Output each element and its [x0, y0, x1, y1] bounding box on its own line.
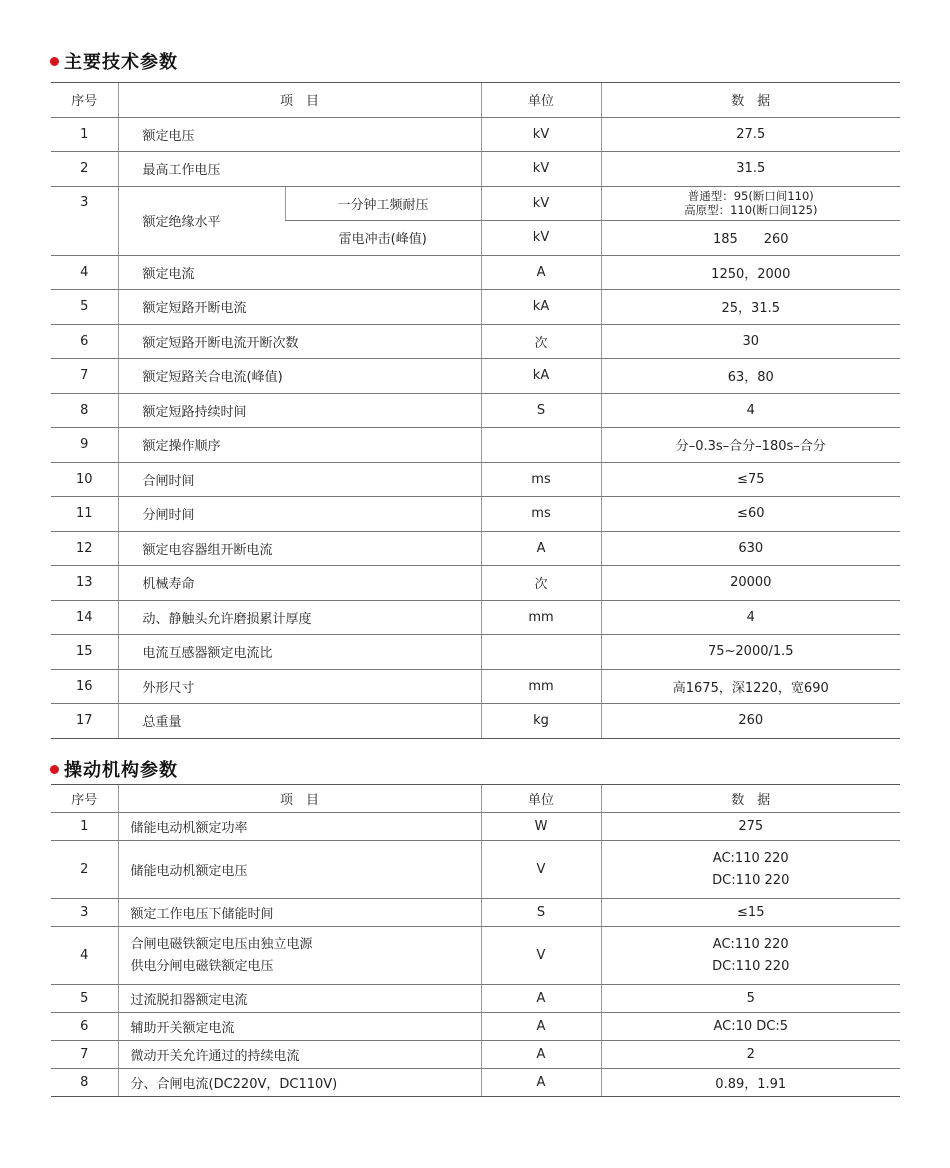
row-unit: A: [481, 1041, 601, 1069]
row-unit: [481, 428, 601, 463]
row-value: 260: [601, 704, 900, 739]
row-no: 6: [51, 324, 118, 359]
row-value: [601, 186, 900, 221]
row-no: 7: [51, 359, 118, 394]
row-unit: [481, 635, 601, 670]
row-value: 4: [601, 393, 900, 428]
row-unit: A: [481, 1069, 601, 1097]
section-title-text: 主要技术参数: [64, 52, 178, 73]
row-value: 630: [601, 531, 900, 566]
row-item: 电流互感器额定电流比: [118, 635, 481, 670]
row-no: 5: [51, 290, 118, 325]
row-unit: kV: [481, 221, 601, 256]
table-row: [51, 1041, 900, 1069]
table-row: [51, 985, 900, 1013]
table-row: [51, 813, 900, 841]
row-no: 7: [51, 1041, 118, 1069]
header-data: 数 据: [601, 785, 900, 813]
row-no: 5: [51, 985, 118, 1013]
table-row: [51, 497, 900, 532]
row-item: 额定短路开断电流开断次数: [118, 324, 481, 359]
row-value: 75~2000/1.5: [601, 635, 900, 670]
row-value: AC:10 DC:5: [601, 1013, 900, 1041]
row-value: [601, 841, 900, 899]
row-no: 4: [51, 927, 118, 985]
row-item: 额定短路持续时间: [118, 393, 481, 428]
row-unit: kV: [481, 117, 601, 152]
row-unit: V: [481, 841, 601, 899]
row-value: 185 260: [601, 221, 900, 256]
row-subitem: 雷电冲击(峰值): [285, 221, 481, 256]
table-row: [51, 359, 900, 394]
row-unit: kA: [481, 290, 601, 325]
row-no: 8: [51, 393, 118, 428]
table-row: [51, 152, 900, 187]
row-no: 10: [51, 462, 118, 497]
table-row: [51, 428, 900, 463]
row-value: 2: [601, 1041, 900, 1069]
row-unit: kV: [481, 186, 601, 221]
row-item: 动、静触头允许磨损累计厚度: [118, 600, 481, 635]
main-params-table: [51, 82, 900, 739]
row-unit: ms: [481, 462, 601, 497]
row-item: 额定电压: [118, 117, 481, 152]
row-value: 0.89，1.91: [601, 1069, 900, 1097]
row-no: 12: [51, 531, 118, 566]
table-row: [51, 899, 900, 927]
row-item: 分、合闸电流(DC220V，DC110V): [118, 1069, 481, 1097]
row-item: 额定电容器组开断电流: [118, 531, 481, 566]
header-data: 数 据: [601, 83, 900, 118]
section-title-text: 操动机构参数: [64, 760, 178, 781]
table-row: [51, 1069, 900, 1097]
table-row: [51, 393, 900, 428]
section-title-mechanism-params: [50, 756, 178, 782]
table-row: [51, 462, 900, 497]
row-item: 额定电流: [118, 255, 481, 290]
row-unit: V: [481, 927, 601, 985]
row-item: 额定操作顺序: [118, 428, 481, 463]
row-subitem: 一分钟工频耐压: [285, 186, 481, 221]
value-line: 高原型：110(断口间125): [684, 203, 818, 218]
row-unit: W: [481, 813, 601, 841]
row-unit: S: [481, 393, 601, 428]
row-value: 20000: [601, 566, 900, 601]
header-unit: 单位: [481, 785, 601, 813]
row-no: 2: [51, 152, 118, 187]
row-value: ≤15: [601, 899, 900, 927]
row-item: 额定绝缘水平: [118, 186, 285, 255]
table-row: [51, 669, 900, 704]
header-item: 项 目: [118, 785, 481, 813]
row-item: 总重量: [118, 704, 481, 739]
row-item: 额定短路关合电流(峰值): [118, 359, 481, 394]
row-unit: A: [481, 1013, 601, 1041]
row-unit: A: [481, 255, 601, 290]
table-row: [51, 324, 900, 359]
row-unit: S: [481, 899, 601, 927]
table-row: [51, 531, 900, 566]
row-no: 17: [51, 704, 118, 739]
row-value: ≤60: [601, 497, 900, 532]
row-value: 63，80: [601, 359, 900, 394]
value-line: DC:110 220: [712, 958, 790, 974]
row-value: 25，31.5: [601, 290, 900, 325]
row-no: 13: [51, 566, 118, 601]
item-line: 合闸电磁铁额定电压由独立电源: [130, 936, 313, 952]
row-item: 过流脱扣器额定电流: [118, 985, 481, 1013]
value-line: AC:110 220: [712, 936, 789, 952]
row-value: 高1675，深1220，宽690: [601, 669, 900, 704]
bullet-icon: [50, 57, 59, 66]
row-value: 275: [601, 813, 900, 841]
row-no: 15: [51, 635, 118, 670]
row-value: [601, 927, 900, 985]
row-no: 3: [51, 899, 118, 927]
header-no: 序号: [51, 785, 118, 813]
row-no: 2: [51, 841, 118, 899]
row-no: 1: [51, 117, 118, 152]
row-item: 分闸时间: [118, 497, 481, 532]
table-row: [51, 566, 900, 601]
table-row: [51, 290, 900, 325]
row-no: 8: [51, 1069, 118, 1097]
item-line: 供电分闸电磁铁额定电压: [130, 958, 274, 974]
value-line: 普通型：95(断口间110): [687, 189, 814, 204]
table-row: [51, 1013, 900, 1041]
header-item: 项 目: [118, 83, 481, 118]
row-item: 储能电动机额定电压: [118, 841, 481, 899]
row-value: 31.5: [601, 152, 900, 187]
row-no: 3: [51, 186, 118, 255]
row-value: 5: [601, 985, 900, 1013]
value-line: AC:110 220: [712, 850, 789, 866]
row-no: 4: [51, 255, 118, 290]
row-item: [118, 927, 481, 985]
row-value: ≤75: [601, 462, 900, 497]
row-unit: kV: [481, 152, 601, 187]
table-row: [51, 186, 900, 221]
row-unit: mm: [481, 669, 601, 704]
row-unit: kg: [481, 704, 601, 739]
section-title-main-params: [50, 48, 178, 74]
mechanism-params-table: [51, 784, 900, 1097]
table-row: [51, 704, 900, 739]
row-item: 额定工作电压下储能时间: [118, 899, 481, 927]
row-no: 9: [51, 428, 118, 463]
header-no: 序号: [51, 83, 118, 118]
row-no: 16: [51, 669, 118, 704]
row-value: 分–0.3s–合分–180s–合分: [601, 428, 900, 463]
row-no: 11: [51, 497, 118, 532]
row-unit: 次: [481, 566, 601, 601]
table-row: [51, 841, 900, 899]
row-item: 机械寿命: [118, 566, 481, 601]
row-unit: mm: [481, 600, 601, 635]
value-line: DC:110 220: [712, 872, 790, 888]
table-row: [51, 635, 900, 670]
header-unit: 单位: [481, 83, 601, 118]
row-item: 微动开关允许通过的持续电流: [118, 1041, 481, 1069]
row-value: 4: [601, 600, 900, 635]
row-value: 30: [601, 324, 900, 359]
table-row: [51, 600, 900, 635]
row-no: 1: [51, 813, 118, 841]
row-item: 最高工作电压: [118, 152, 481, 187]
table-row: [51, 117, 900, 152]
table-row: [51, 927, 900, 985]
bullet-icon: [50, 765, 59, 774]
row-no: 6: [51, 1013, 118, 1041]
table-row: [51, 255, 900, 290]
row-item: 辅助开关额定电流: [118, 1013, 481, 1041]
row-item: 外形尺寸: [118, 669, 481, 704]
row-unit: ms: [481, 497, 601, 532]
row-no: 14: [51, 600, 118, 635]
row-unit: kA: [481, 359, 601, 394]
row-item: 合闸时间: [118, 462, 481, 497]
row-unit: 次: [481, 324, 601, 359]
row-item: 额定短路开断电流: [118, 290, 481, 325]
row-unit: A: [481, 531, 601, 566]
table-header-row: [51, 83, 900, 118]
row-unit: A: [481, 985, 601, 1013]
row-value: 1250，2000: [601, 255, 900, 290]
row-value: 27.5: [601, 117, 900, 152]
row-item: 储能电动机额定功率: [118, 813, 481, 841]
table-header-row: [51, 785, 900, 813]
